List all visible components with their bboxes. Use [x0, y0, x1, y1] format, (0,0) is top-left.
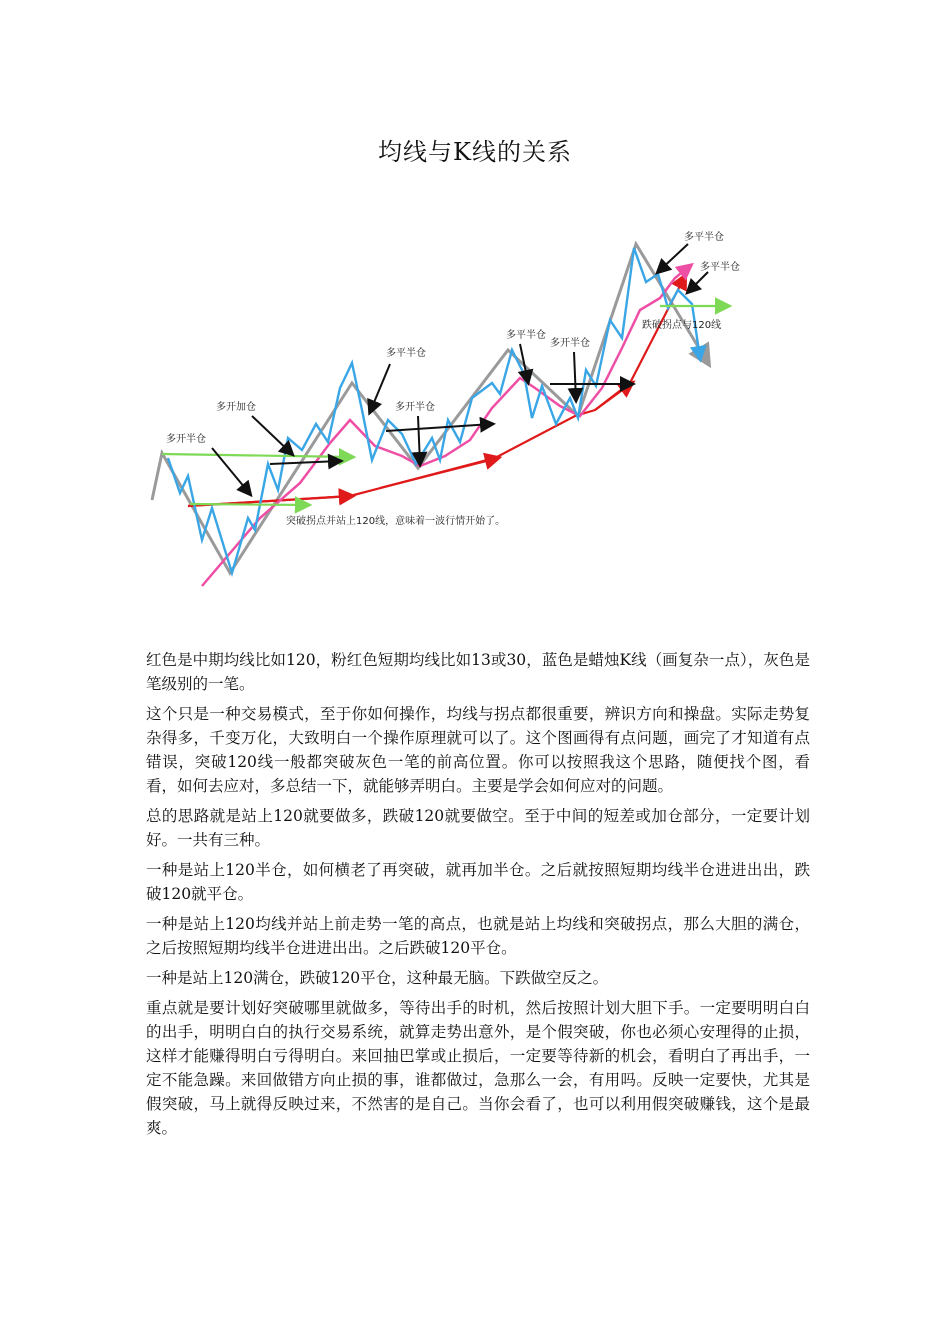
label-close-half-3: 多平半仓 [684, 232, 724, 243]
trading-diagram [140, 228, 740, 598]
paragraph: 一种是站上120满仓，跌破120平仓，这种最无脑。下跌做空反之。 [146, 969, 609, 987]
label-open-half-3: 多开半仓 [550, 338, 590, 349]
green-line-1 [162, 454, 352, 457]
arrow-open-half-2 [418, 416, 420, 464]
paragraph: 这个只是一种交易模式，至于你如何操作，均线与拐点都很重要，辨识方向和操盘。实际走势复杂得多，千变万化，大致明白一个操作原理就可以了。这个图画得有点问题，画完了才知道有点错误，突破120线一般都突破灰色一笔的前高位置。你可以按照我这个思路，随便找个图，看看，如何去应对，多总结一下，就能够弄明白。主要是学会如何应对的问题。 [146, 705, 810, 795]
arrow-close-half-3 [658, 244, 688, 272]
page-title: 均线与K线的关系 [378, 138, 572, 166]
arrow-close-half-1 [370, 364, 390, 412]
label-close-half-4: 多平半仓 [700, 262, 740, 273]
arrow-open-half-3 [574, 352, 576, 400]
green-line-2 [190, 504, 308, 505]
red-ma120-branch-2 [380, 458, 498, 488]
label-open-half-2: 多开半仓 [395, 402, 435, 413]
paragraph: 总的思路就是站上120就要做多，跌破120就要做空。至于中间的短差或加仓部分，一定要计划好。一共有三种。 [146, 807, 810, 849]
label-close-half-1: 多平半仓 [386, 348, 426, 359]
label-open-add: 多开加仓 [216, 402, 256, 413]
arrow-open-add [252, 416, 292, 454]
red-ma120-branch-3 [595, 383, 632, 410]
paragraph: 一种是站上120半仓，如何横老了再突破，就再加半仓。之后就按照短期均线半仓进进出出，跌破120就平仓。 [146, 861, 810, 903]
paragraph: 红色是中期均线比如120，粉红色短期均线比如13或30，蓝色是蜡烛K线（画复杂一点），灰色是笔级别的一笔。 [146, 651, 810, 693]
red-ma120-line [188, 276, 685, 506]
diagram-svg [140, 228, 740, 598]
paragraph: 一种是站上120均线并站上前走势一笔的高点，也就是站上均线和突破拐点，那么大胆的满仓，之后按照短期均线半仓进进出出。之后跌破120平仓。 [146, 915, 810, 957]
label-close-half-2: 多平半仓 [506, 330, 546, 341]
article-body [146, 648, 810, 1146]
label-break-up: 突破拐点并站上120线，意味着一波行情开始了。 [286, 516, 506, 527]
label-open-half-1: 多开半仓 [166, 434, 206, 445]
arrow-close-half-4 [688, 272, 708, 292]
black-hline-1 [270, 461, 340, 464]
label-break-down: 跌破拐点与120线 [642, 320, 722, 331]
paragraph: 重点就是要计划好突破哪里就做多，等待出手的时机，然后按照计划大胆下手。一定要明明白白的出手，明明白白的执行交易系统，就算走势出意外，是个假突破，你也必须心安理得的止损，这样才能赚得明白亏得明白。来回抽巴掌或止损后，一定要等待新的机会，看明白了再出手，一定不能急躁。来回做错方向止损的事，谁都做过，急那么一会，有用吗。反映一定要快，尤其是假突破，马上就得反映过来，不然害的是自己。当你会看了，也可以利用假突破赚钱，这个是最爽。 [146, 999, 810, 1137]
